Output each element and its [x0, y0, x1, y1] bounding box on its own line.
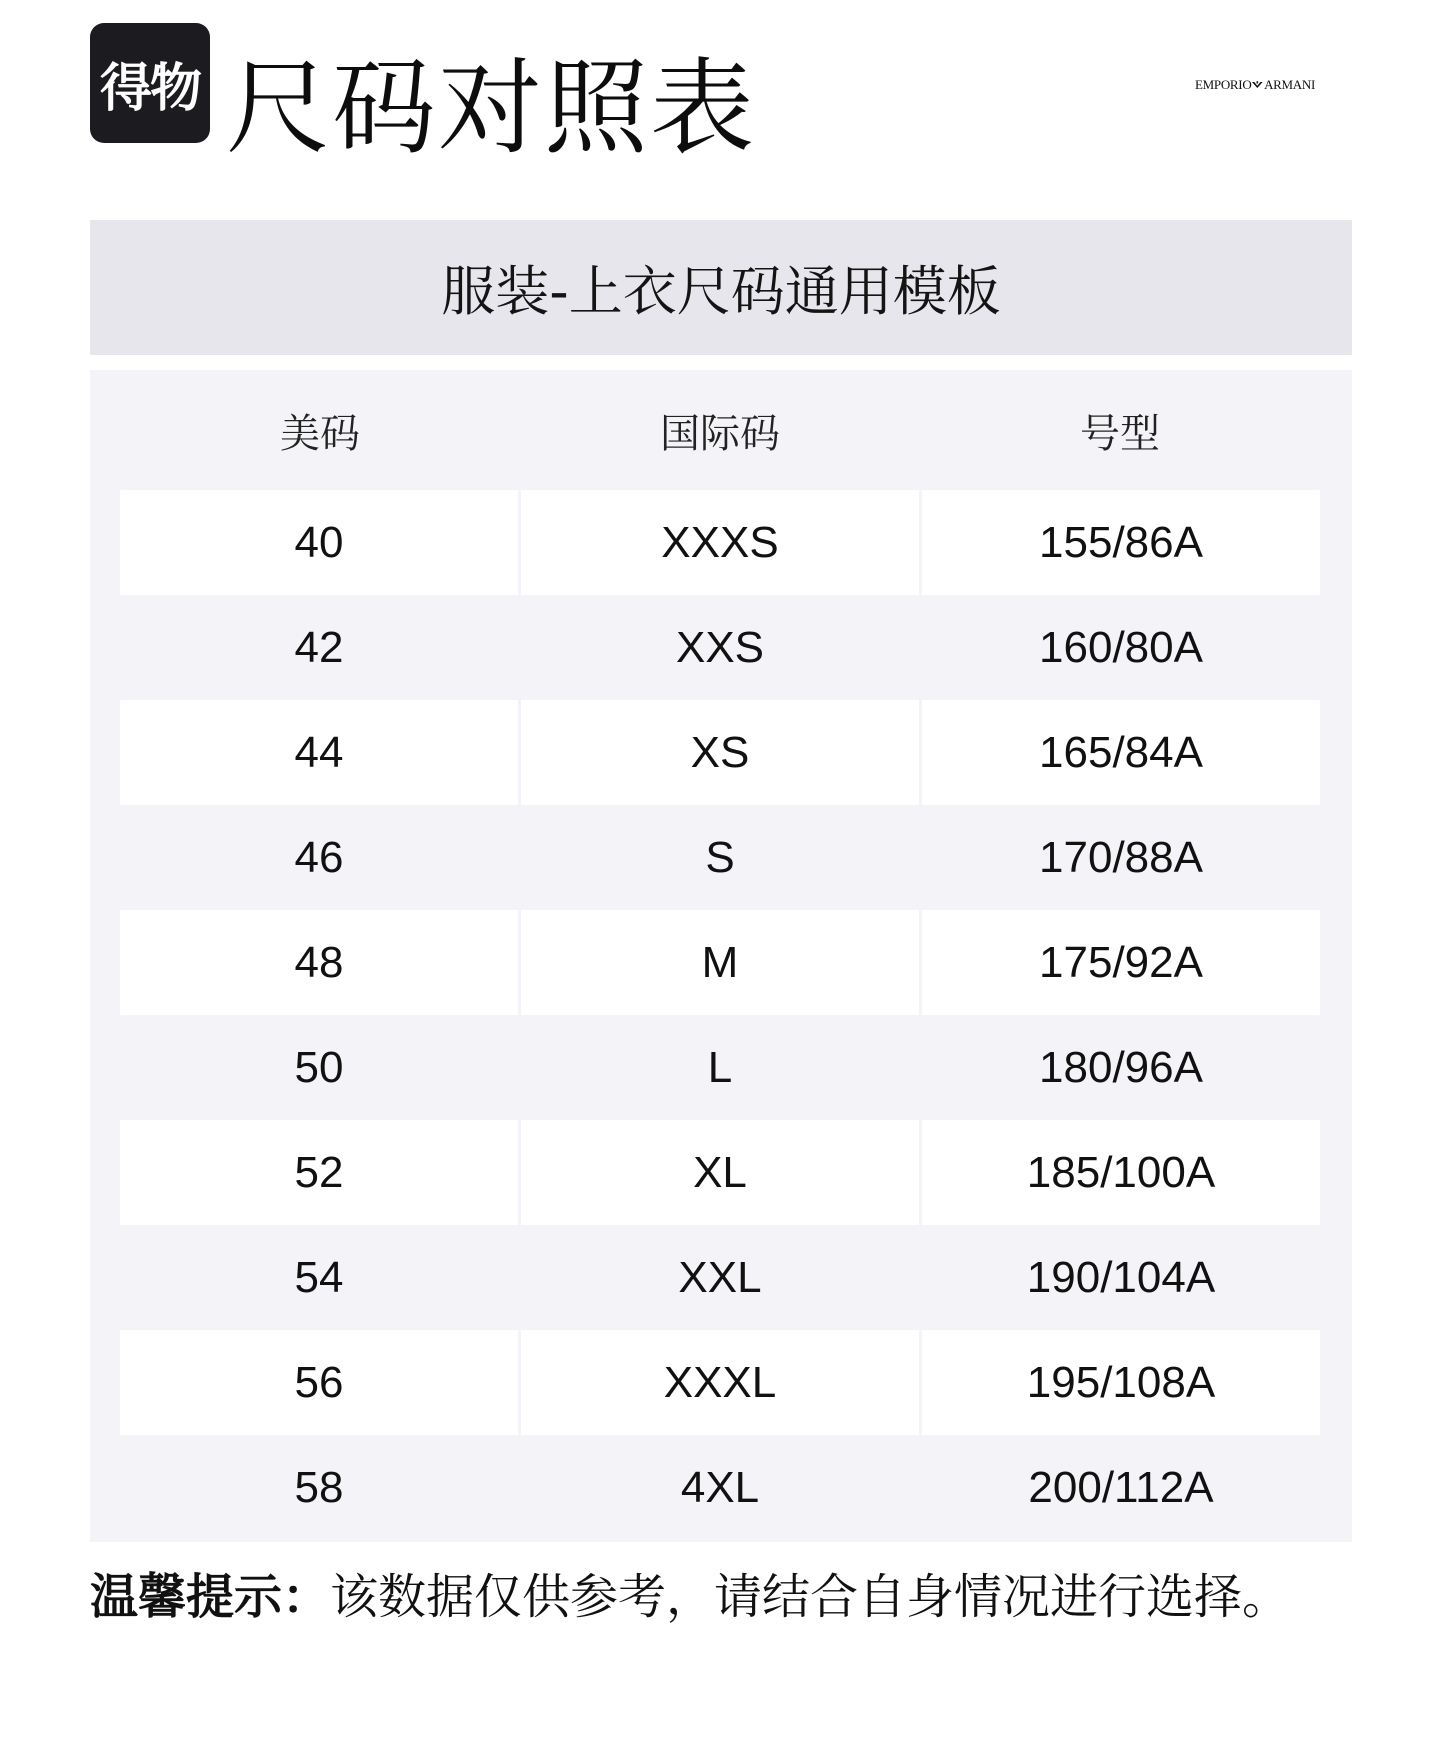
dewu-logo: [90, 23, 210, 143]
cell-body-type: 170/88A: [1039, 832, 1203, 882]
cell-intl-size: XXS: [675, 622, 765, 672]
table-row: [120, 1015, 1320, 1120]
cell-us-size: 50: [294, 1042, 344, 1092]
cell-us-size: 58: [294, 1462, 344, 1512]
table-row: [120, 1225, 1320, 1330]
cell-intl-size: XXXL: [521, 1330, 919, 1435]
cell-body-type: 190/104A: [1026, 1252, 1216, 1302]
table-row: [120, 1435, 1320, 1540]
cell-intl-size: L: [707, 1042, 733, 1092]
eagle-icon: [1252, 80, 1263, 90]
cell-us-size: 46: [294, 832, 344, 882]
logo-text: 得物: [99, 58, 200, 119]
cell-body-type: 160/80A: [1039, 622, 1203, 672]
cell-body-type: 175/92A: [922, 910, 1320, 1015]
cell-body-type: 185/100A: [922, 1120, 1320, 1225]
table-row: [120, 700, 1320, 805]
cell-intl-size: XS: [521, 700, 919, 805]
banner-title: 服装-上衣尺码通用模板: [441, 260, 1001, 323]
table-row: [120, 595, 1320, 700]
cell-us-size: 56: [120, 1330, 518, 1435]
header-body-type: 号型: [1080, 410, 1160, 457]
brand-logo: [1195, 75, 1315, 95]
page-title: 尺码对照表: [226, 47, 757, 169]
cell-intl-size: XXXS: [521, 490, 919, 595]
cell-intl-size: XL: [521, 1120, 919, 1225]
header-intl-size: 国际码: [660, 410, 780, 457]
cell-us-size: 48: [120, 910, 518, 1015]
table-row: [120, 1120, 1320, 1225]
cell-us-size: 54: [294, 1252, 344, 1302]
size-table: [90, 370, 1352, 1542]
cell-intl-size: 4XL: [680, 1462, 760, 1512]
tip-note: [90, 1558, 1290, 1627]
table-row: [120, 910, 1320, 1015]
tip-text: 该数据仅供参考，请结合自身情况进行选择。: [330, 1569, 1291, 1625]
cell-us-size: 40: [120, 490, 518, 595]
table-row: [120, 490, 1320, 595]
template-banner: [90, 220, 1352, 355]
cell-us-size: 52: [120, 1120, 518, 1225]
header-us-size: 美码: [280, 410, 360, 457]
table-header: [120, 370, 1320, 490]
table-row: [120, 805, 1320, 910]
cell-us-size: 42: [294, 622, 344, 672]
table-row: [120, 1330, 1320, 1435]
cell-body-type: 200/112A: [1028, 1462, 1214, 1512]
cell-intl-size: XXL: [678, 1252, 762, 1302]
cell-body-type: 195/108A: [922, 1330, 1320, 1435]
cell-body-type: 155/86A: [922, 490, 1320, 595]
cell-us-size: 44: [120, 700, 518, 805]
cell-body-type: 180/96A: [1039, 1042, 1203, 1092]
brand-logo-right: ARMANI: [1264, 77, 1315, 92]
brand-logo-left: EMPORIO: [1195, 77, 1252, 92]
cell-body-type: 165/84A: [922, 700, 1320, 805]
cell-intl-size: M: [521, 910, 919, 1015]
tip-label: 温馨提示：: [90, 1569, 331, 1625]
table-body: [120, 490, 1320, 1540]
cell-intl-size: S: [705, 832, 735, 882]
